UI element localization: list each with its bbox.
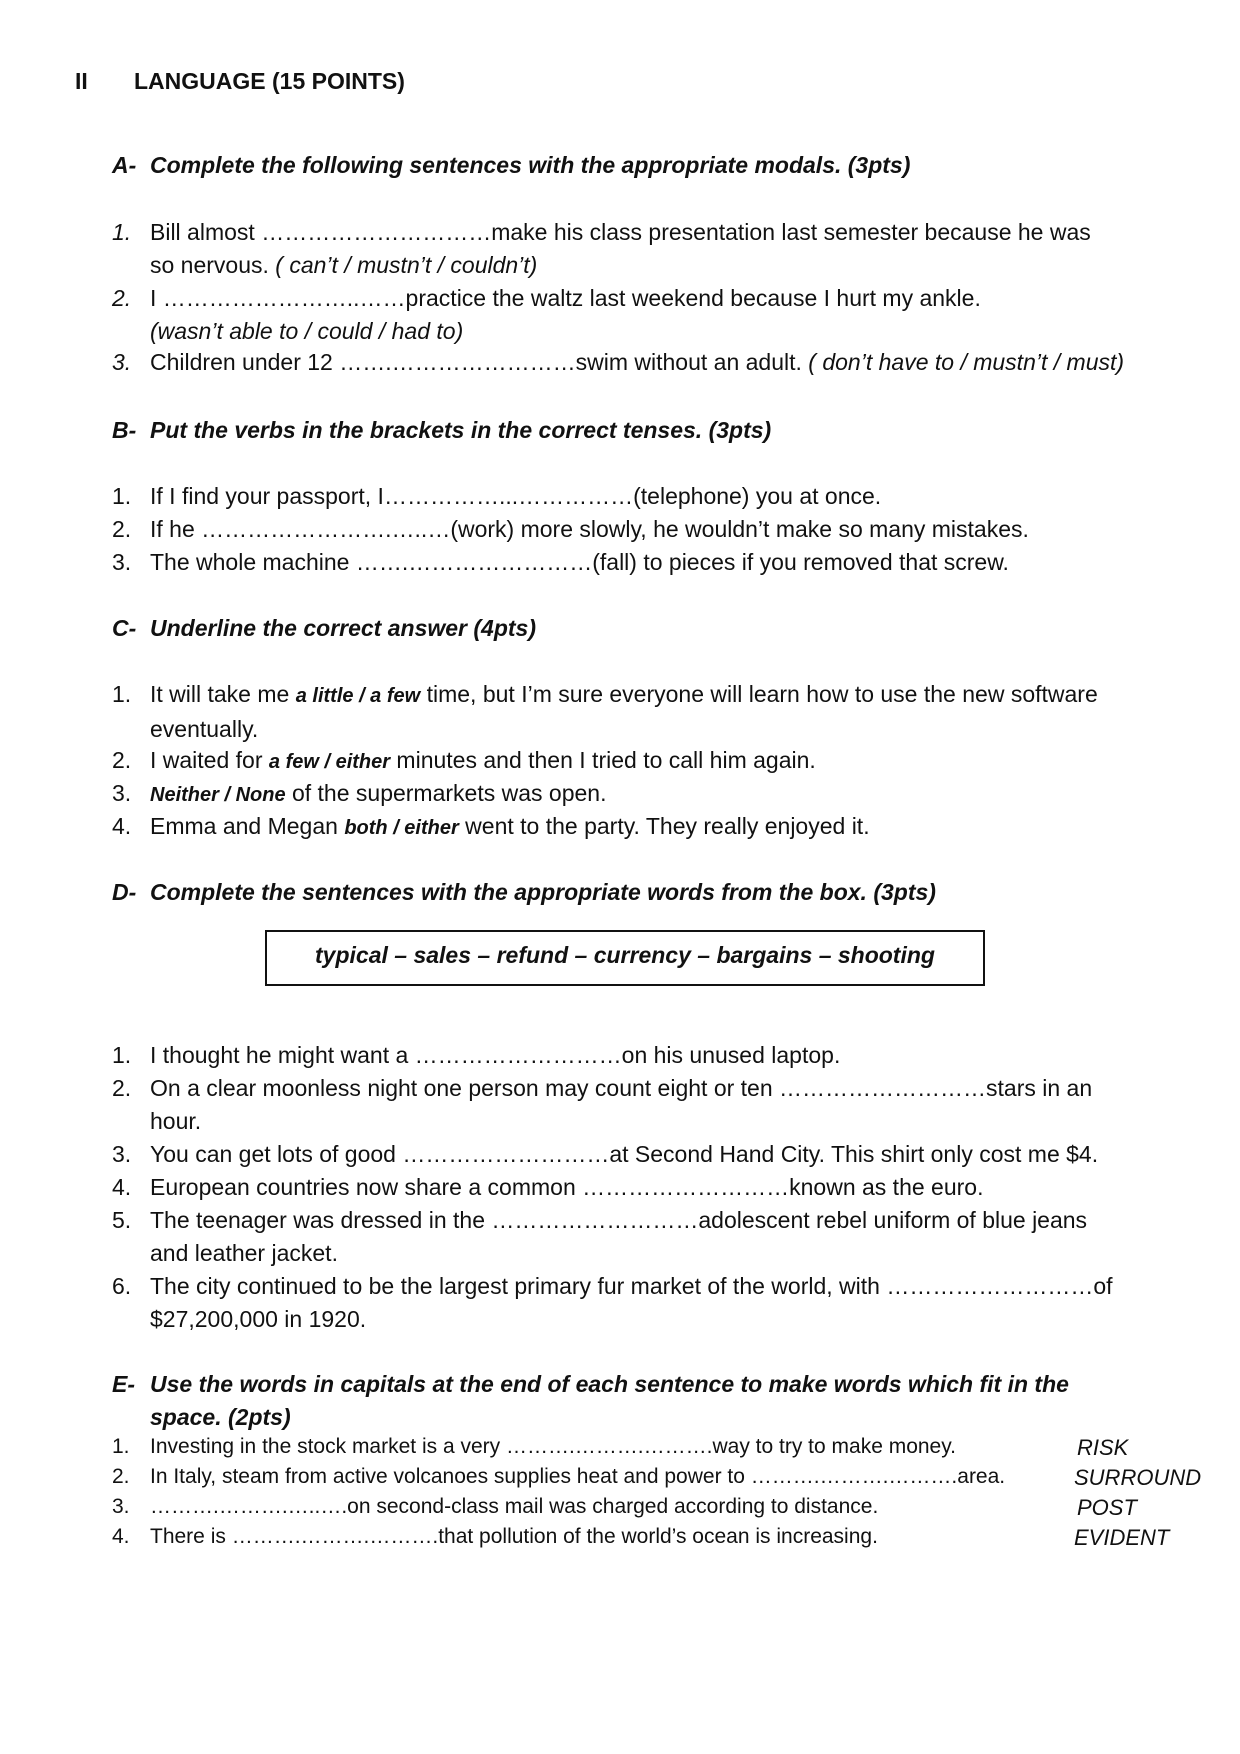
section-c-item-1: [112, 678, 1212, 746]
section-e-item-2: [112, 1465, 1212, 1489]
section-instruction-continued: space. (2pts): [150, 1404, 291, 1430]
item-text-before: It will take me: [150, 681, 296, 707]
item-number: 5.: [112, 1207, 132, 1233]
item-options: (wasn’t able to / could / had to): [150, 318, 464, 344]
item-number: 2.: [112, 747, 132, 773]
item-number: 3.: [112, 349, 132, 375]
part-heading: [75, 68, 405, 95]
item-number: 1.: [112, 1042, 132, 1068]
section-d-item-5: [112, 1204, 1212, 1270]
item-text: ……….……….…..….on second-class mail was charged according to distance.: [150, 1495, 879, 1518]
section-b-item-2: [112, 513, 1212, 546]
choice-options: a few / either: [268, 751, 391, 773]
item-text-after: of the supermarkets was open.: [285, 780, 607, 806]
item-text: You can get lots of good ………………………at Second Hand City. This shirt only cost me $4.: [150, 1141, 1099, 1167]
item-options: ( don’t have to / mustn’t / must): [808, 349, 1125, 375]
item-number: 3.: [112, 549, 132, 575]
item-text-after: minutes and then I tried to call him again.: [390, 747, 816, 773]
item-number: 1.: [112, 681, 132, 707]
item-number: 3.: [112, 780, 132, 806]
section-instruction: Put the verbs in the brackets in the correct tenses. (3pts): [150, 417, 772, 443]
section-a-item-2: [112, 282, 1212, 348]
section-a-title: [112, 152, 910, 179]
section-instruction: Use the words in capitals at the end of each sentence to make words which fit in the: [150, 1371, 1069, 1397]
section-instruction: Complete the following sentences with the appropriate modals. (3pts): [150, 152, 911, 178]
capital-word: POST: [1077, 1495, 1137, 1520]
section-b-title: [112, 417, 771, 444]
item-number: 3.: [112, 1141, 132, 1167]
item-text-continued: $27,200,000 in 1920.: [150, 1306, 367, 1332]
item-text-continued: and leather jacket.: [150, 1240, 338, 1266]
section-e-title: [112, 1368, 1069, 1434]
section-letter: A-: [112, 152, 137, 178]
item-number: 2.: [112, 516, 132, 542]
word-box-words: typical – sales – refund – currency – bargains – shooting: [315, 942, 935, 968]
choice-options: both / either: [344, 817, 459, 839]
item-text-after: went to the party. They really enjoyed it.: [458, 813, 870, 839]
item-text: The city continued to be the largest primary fur market of the world, with ………………………of: [150, 1273, 1113, 1299]
section-d-item-3: [112, 1138, 1212, 1171]
item-number: 1.: [112, 483, 132, 509]
item-text: I thought he might want a ………………………on his unused laptop.: [150, 1042, 841, 1068]
capital-word: SURROUND: [1074, 1465, 1202, 1490]
section-c-item-4: [112, 810, 1212, 845]
item-options: ( can’t / mustn’t / couldn’t): [275, 252, 538, 278]
choice-options: Neither / None: [150, 784, 286, 806]
item-text-before: I waited for: [150, 747, 269, 773]
capital-word: RISK: [1077, 1435, 1129, 1460]
section-d-item-6: [112, 1270, 1212, 1336]
part-title: LANGUAGE (15 POINTS): [134, 68, 405, 94]
item-number: 1.: [112, 219, 132, 245]
section-c-item-3: [112, 777, 1212, 812]
item-text: Children under 12 …….……………………swim without an adult.: [150, 349, 809, 375]
section-letter: B-: [112, 417, 137, 443]
part-roman-numeral: II: [75, 68, 88, 94]
section-instruction: Complete the sentences with the appropriate words from the box. (3pts): [150, 879, 936, 905]
section-d-item-2: [112, 1072, 1212, 1138]
section-e-item-4: [112, 1525, 1212, 1549]
section-e-item-1: [112, 1435, 1212, 1459]
item-text: I ……………………..……practice the waltz last weekend because I hurt my ankle.: [150, 285, 981, 311]
item-number: 4.: [112, 813, 132, 839]
item-text-continued: hour.: [150, 1108, 202, 1134]
section-b-item-1: [112, 480, 1212, 513]
choice-options: a little / a few: [295, 685, 421, 707]
item-number: 1.: [112, 1435, 130, 1458]
section-d-title: [112, 879, 936, 906]
section-e-item-3: [112, 1495, 1212, 1519]
item-text: If I find your passport, I……………...……………(telephone) you at once.: [150, 483, 882, 509]
item-number: 2.: [112, 1075, 132, 1101]
item-number: 4.: [112, 1174, 132, 1200]
section-a-item-3: [112, 346, 1212, 379]
item-number: 4.: [112, 1525, 130, 1548]
item-text: There is ……….……….……….that pollution of the world’s ocean is increasing.: [150, 1525, 878, 1548]
item-text: Bill almost …………………………make his class presentation last semester because he was: [150, 219, 1091, 245]
section-letter: E-: [112, 1371, 135, 1397]
section-b-item-3: [112, 546, 1212, 579]
item-text-continued: so nervous.: [150, 252, 276, 278]
item-number: 2.: [112, 1465, 130, 1488]
item-text: The teenager was dressed in the ………………………adolescent rebel uniform of blue jeans: [150, 1207, 1088, 1233]
item-text: European countries now share a common ………………………known as the euro.: [150, 1174, 984, 1200]
section-c-item-2: [112, 744, 1212, 779]
section-letter: D-: [112, 879, 137, 905]
item-number: 6.: [112, 1273, 132, 1299]
item-text: Investing in the stock market is a very ……….……….……….way to try to make money.: [150, 1435, 957, 1458]
item-text-continued: eventually.: [150, 716, 259, 742]
item-text-after: time, but I’m sure everyone will learn how to use the new software: [420, 681, 1098, 707]
item-text: In Italy, steam from active volcanoes supplies heat and power to ……….……….……….area.: [150, 1465, 1006, 1488]
item-text-before: Emma and Megan: [150, 813, 345, 839]
item-text: If he …………………….…..…(work) more slowly, he wouldn’t make so many mistakes.: [150, 516, 1029, 542]
item-text: On a clear moonless night one person may count eight or ten ………………………stars in an: [150, 1075, 1093, 1101]
section-a-item-1: [112, 216, 1212, 282]
item-number: 3.: [112, 1495, 130, 1518]
item-text: The whole machine …….……………………(fall) to pieces if you removed that screw.: [150, 549, 1009, 575]
section-letter: C-: [112, 615, 137, 641]
section-d-item-4: [112, 1171, 1212, 1204]
section-instruction: Underline the correct answer (4pts): [150, 615, 536, 641]
section-c-title: [112, 615, 536, 642]
item-number: 2.: [112, 285, 132, 311]
capital-word: EVIDENT: [1074, 1525, 1170, 1550]
word-box: [265, 930, 985, 986]
section-d-item-1: [112, 1039, 1212, 1072]
